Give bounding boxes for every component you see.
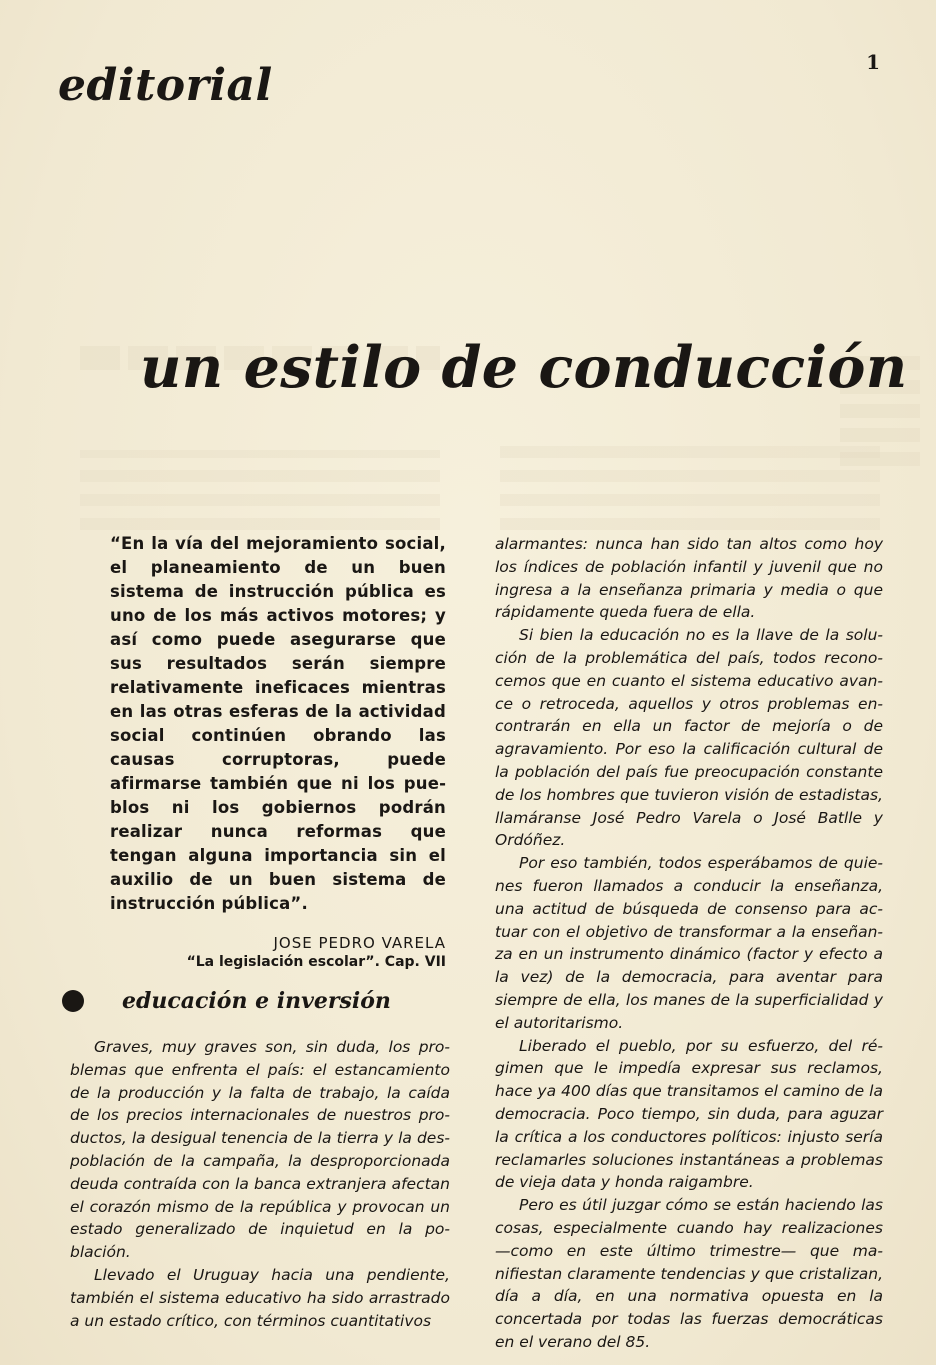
paragraph: Liberado el pueblo, por su esfuerzo, del régimen que le impedía expresar sus reclamos, hace ya 400 días que transitamos el camino de la democracia. Poco tiempo, sin duda, para aguzar la crítica a los conductores políticos: injusto sería reclamarles soluciones instantáneas a problemas de vieja data y honda raigambre.	[495, 1036, 883, 1192]
paragraph: Si bien la educación no es la llave de la solución de la problemática del país, todos reconocemos que en cuanto el sistema educativo avance o retroceda, aquellos y otros problemas encontrarán en ella un factor de mejoría o de agravamiento. Por eso la calificación cultural de la población del país fue preocupación constante de los hombres que tuvieron visión de estadistas, llamáranse José Pedro Varela o José Batlle y Ordóñez.	[495, 626, 883, 850]
show-through-texture	[500, 440, 880, 530]
right-column	[495, 533, 883, 1354]
bullet-icon	[62, 990, 84, 1012]
quote-text: “En la vía del mejoramiento social, el planeamiento de un buen sistema de instrucción pública es uno de los más activos motores; y así como puede asegurarse que sus resultados serán siempre relativamente ineficaces mientras en las otras esferas de la actividad social continúen obrando las causas corruptoras, puede afirmarse también que ni los pueblos ni los gobiernos podrán realizar nunca reformas que tengan alguna importancia sin el auxilio de un buen sistema de instrucción pública”.	[110, 534, 446, 913]
paragraph: Por eso también, todos esperábamos de quienes fueron llamados a conducir la enseñanza, una actitud de búsqueda de consenso para actuar con el objetivo de transformar a la enseñanza en un instrumento dinámico (factor y efecto a la vez) de la democracia, para aventar para siempre de ella, los manes de la superficialidad y el autoritarismo.	[495, 854, 883, 1032]
paragraph: Pero es útil juzgar cómo se están haciendo las cosas, especialmente cuando hay realizaciones —como en este último trimestre— que manifiestan claramente tendencias y que cristalizan, día a día, en una normativa opuesta en la concertada por todas las fuerzas democráticas en el verano del 85.	[495, 1196, 883, 1351]
epigraph-quote	[110, 532, 446, 970]
page-number: 1	[866, 50, 880, 74]
section-label: editorial	[58, 60, 273, 111]
show-through-texture	[80, 450, 440, 530]
paragraph: Llevado el Uruguay hacia una pendiente, también el sistema educativo ha sido arrastrado a un estado crítico, con términos cuantitativos	[70, 1265, 450, 1330]
article-title: un estilo de conducción	[140, 334, 908, 401]
subheading	[62, 988, 391, 1014]
subheading-text: educación e inversión	[122, 988, 391, 1014]
quote-author: JOSE PEDRO VARELA	[273, 934, 446, 952]
quote-source: “La legislación escolar”. Cap. VII	[186, 954, 446, 970]
paragraph: Graves, muy graves son, sin duda, los problemas que enfrenta el país: el estancamiento de la producción y la falta de trabajo, la caída de los precios internacionales de nuestros productos, la desigual tenencia de la tierra y la despoblación de la campaña, la desproporcionada deuda contraída con la banca extranjera afectan el corazón mismo de la república y provocan un estado generalizado de inquietud en la población.	[70, 1038, 450, 1262]
paragraph: alarmantes: nunca han sido tan altos como hoy los índices de población infantil y juvenil que no ingresa a la enseñanza primaria y media o que rápidamente queda fuera de ella.	[495, 535, 883, 622]
left-column	[70, 1036, 450, 1332]
